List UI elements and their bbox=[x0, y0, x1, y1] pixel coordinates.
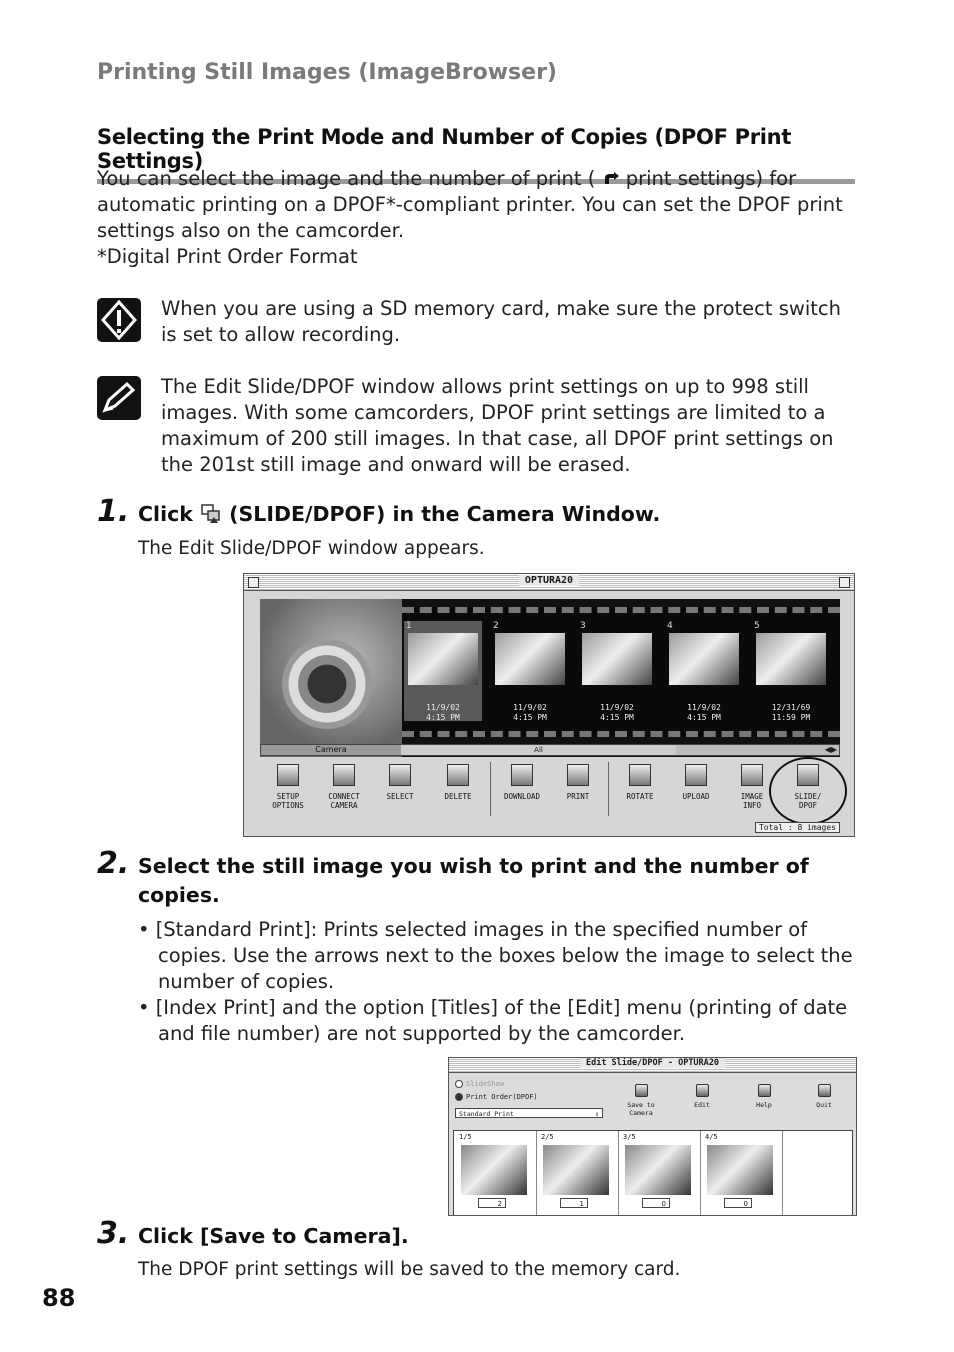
camera-window-title: OPTURA20 bbox=[519, 575, 579, 586]
step3-title: Click [Save to Camera]. bbox=[138, 1224, 409, 1248]
frame-number: 4 bbox=[667, 621, 673, 631]
cell-label: 3/5 bbox=[623, 1133, 636, 1141]
section-title: Printing Still Images (ImageBrowser) bbox=[97, 60, 557, 85]
frame-date: 11/9/02 bbox=[687, 703, 721, 712]
print-icon bbox=[602, 167, 620, 181]
cell-label: 4/5 bbox=[705, 1133, 718, 1141]
edit-icon bbox=[696, 1084, 709, 1097]
rotate-button[interactable] bbox=[612, 760, 668, 801]
highlight-circle bbox=[769, 757, 847, 825]
thumbnail-seal bbox=[756, 633, 826, 685]
film-frame[interactable] bbox=[404, 621, 482, 721]
image-cell[interactable] bbox=[618, 1131, 701, 1216]
frame-number: 5 bbox=[754, 621, 760, 631]
thumbnail-giraffe bbox=[707, 1145, 773, 1195]
save-to-camera-icon bbox=[635, 1084, 648, 1097]
quit-icon bbox=[818, 1084, 831, 1097]
frame-date: 11/9/02 bbox=[600, 703, 634, 712]
scroll-arrows-icon[interactable]: ◀▶ bbox=[824, 745, 837, 754]
toolbar-divider bbox=[490, 762, 491, 816]
camera-graphic bbox=[260, 599, 402, 757]
status-total: Total : 8 images bbox=[755, 822, 840, 833]
tool-label: PRINT bbox=[566, 792, 590, 801]
tool-label: DELETE bbox=[444, 792, 472, 801]
copies-stepper[interactable]: 2 bbox=[478, 1198, 506, 1208]
help-icon bbox=[758, 1084, 771, 1097]
download-icon bbox=[511, 764, 533, 786]
thumbnail-cow bbox=[582, 633, 652, 685]
intro-line3: settings also on the camcorder. bbox=[97, 219, 405, 242]
film-scrollbar[interactable] bbox=[260, 744, 840, 756]
pencil-icon bbox=[97, 376, 141, 420]
intro-line1-after: print settings) for bbox=[619, 167, 797, 190]
image-cell[interactable] bbox=[700, 1131, 783, 1216]
tool-label: DOWNLOAD bbox=[503, 792, 541, 801]
frame-time: 4:15 PM bbox=[687, 713, 721, 722]
camera-lens-icon bbox=[282, 639, 372, 729]
print-mode-value: Standard Print bbox=[459, 1110, 514, 1118]
toolbar-label: Quit bbox=[816, 1101, 832, 1109]
print-mode-select[interactable] bbox=[455, 1108, 603, 1118]
frame-time: 4:15 PM bbox=[513, 713, 547, 722]
select-button[interactable] bbox=[372, 760, 428, 801]
print-icon bbox=[567, 764, 589, 786]
camera-window-screenshot bbox=[243, 573, 855, 837]
subsection-title: Selecting the Print Mode and Number of Copies (DPOF Print Settings) bbox=[97, 125, 855, 184]
caution-note: When you are using a SD memory card, make sure the protect switch is set to allow recording. bbox=[161, 297, 841, 346]
tool-label: UPLOAD bbox=[682, 792, 710, 801]
tool-label: CONNECT CAMERA bbox=[328, 792, 360, 810]
toolbar-label: Help bbox=[756, 1101, 772, 1109]
frame-number: 3 bbox=[580, 621, 586, 631]
select-icon bbox=[389, 764, 411, 786]
step2-bullet-2: • [Index Print] and the option [Titles] of the [Edit] menu (printing of date and file number) are not supported by the camcorder. bbox=[138, 996, 848, 1045]
step1-sub: The Edit Slide/DPOF window appears. bbox=[138, 538, 485, 559]
toolbar-divider bbox=[608, 762, 609, 816]
step3-sub: The DPOF print settings will be saved to the memory card. bbox=[138, 1259, 681, 1280]
frame-date: 11/9/02 bbox=[426, 703, 460, 712]
print-order-label: Print Order(DPOF) bbox=[466, 1093, 538, 1101]
thumbnail-giraffe bbox=[669, 633, 739, 685]
select-arrows-icon: ⇕ bbox=[595, 1110, 599, 1118]
help-button[interactable] bbox=[739, 1084, 789, 1109]
step1-title-before: Click bbox=[138, 502, 201, 526]
intro-paragraph bbox=[97, 166, 867, 270]
toolbar-label: Edit bbox=[694, 1101, 710, 1109]
zoom-box-icon[interactable] bbox=[839, 577, 850, 588]
cell-label: 1/5 bbox=[459, 1133, 472, 1141]
image-cell[interactable] bbox=[536, 1131, 619, 1216]
copies-stepper[interactable]: 0 bbox=[642, 1198, 670, 1208]
save-to-camera-button[interactable] bbox=[616, 1084, 666, 1117]
slide-dpof-icon bbox=[200, 503, 222, 525]
image-grid bbox=[453, 1130, 853, 1216]
setup-options-button[interactable] bbox=[260, 760, 316, 810]
slideshow-label: SlideShow bbox=[466, 1080, 504, 1088]
step2-bullet-1: • [Standard Print]: Prints selected images in the specified number of copies. Use the arrows next to the boxes below the image to select the number of copies. bbox=[138, 918, 853, 993]
intro-line1-before: You can select the image and the number of print ( bbox=[97, 167, 602, 190]
close-box-icon[interactable] bbox=[248, 577, 259, 588]
toolbar-label: Save to Camera bbox=[627, 1101, 655, 1117]
edit-button[interactable] bbox=[677, 1084, 727, 1109]
film-frame[interactable] bbox=[665, 621, 743, 721]
upload-button[interactable] bbox=[668, 760, 724, 801]
film-frame[interactable] bbox=[491, 621, 569, 721]
frame-time: 4:15 PM bbox=[600, 713, 634, 722]
step3-number: 3. bbox=[97, 1216, 130, 1251]
frame-number: 2 bbox=[493, 621, 499, 631]
frame-time: 4:15 PM bbox=[426, 713, 460, 722]
image-cell[interactable] bbox=[454, 1131, 537, 1216]
film-frame[interactable] bbox=[578, 621, 656, 721]
frame-date: 12/31/69 bbox=[771, 703, 811, 712]
delete-icon bbox=[447, 764, 469, 786]
camera-label: Camera bbox=[261, 745, 401, 755]
step1-number: 1. bbox=[97, 494, 130, 529]
thumbnail-parrot bbox=[461, 1145, 527, 1195]
print-order-radio[interactable] bbox=[455, 1093, 538, 1101]
copies-stepper[interactable]: 0 bbox=[724, 1198, 752, 1208]
step1-title bbox=[138, 500, 838, 529]
exclamation-icon bbox=[97, 298, 141, 342]
slideshow-radio[interactable] bbox=[455, 1080, 504, 1088]
download-button[interactable] bbox=[494, 760, 550, 801]
scroll-label: All bbox=[401, 745, 676, 755]
image-info-icon bbox=[741, 764, 763, 786]
connect-icon bbox=[333, 764, 355, 786]
intro-line2: automatic printing on a DPOF*-compliant printer. You can set the DPOF print bbox=[97, 193, 843, 216]
frame-date: 11/9/02 bbox=[513, 703, 547, 712]
thumbnail-tortoise bbox=[543, 1145, 609, 1195]
quit-button[interactable] bbox=[799, 1084, 849, 1109]
dpof-window-title: Edit Slide/DPOF - OPTURA20 bbox=[580, 1058, 725, 1068]
thumbnail-cow bbox=[625, 1145, 691, 1195]
tool-label: SETUP OPTIONS bbox=[272, 792, 304, 810]
step1-title-after: (SLIDE/DPOF) in the Camera Window. bbox=[222, 502, 661, 526]
tool-label: IMAGE INFO bbox=[740, 792, 764, 810]
dpof-window-screenshot bbox=[448, 1057, 857, 1216]
thumbnail-tortoise bbox=[495, 633, 565, 685]
thumbnail-parrot bbox=[408, 633, 478, 685]
tool-label: SLIDE/ DPOF bbox=[794, 792, 822, 810]
page-number: 88 bbox=[42, 1284, 76, 1312]
setup-icon bbox=[277, 764, 299, 786]
upload-icon bbox=[685, 764, 707, 786]
dpof-window-titlebar bbox=[449, 1058, 856, 1073]
step2-number: 2. bbox=[97, 846, 130, 881]
copies-stepper[interactable]: 1 bbox=[560, 1198, 588, 1208]
camera-stage bbox=[260, 599, 840, 757]
tool-label: SELECT bbox=[386, 792, 414, 801]
print-button[interactable] bbox=[550, 760, 606, 801]
film-frame[interactable] bbox=[752, 621, 830, 721]
memo-note: The Edit Slide/DPOF window allows print settings on up to 998 still images. With some camcorders, DPOF print settings are limited to a maximum of 200 still images. In that case, all DPOF print settings on the 201st still image and onward will be erased. bbox=[161, 375, 834, 476]
frame-number: 1 bbox=[406, 621, 412, 631]
step2-title: Select the still image you wish to print and the number of copies. bbox=[138, 854, 809, 907]
tool-label: ROTATE bbox=[626, 792, 654, 801]
film-strip bbox=[402, 607, 840, 737]
connect-camera-button[interactable] bbox=[316, 760, 372, 810]
camera-toolbar bbox=[260, 760, 840, 820]
cell-label: 2/5 bbox=[541, 1133, 554, 1141]
delete-button[interactable] bbox=[430, 760, 486, 801]
frame-time: 11:59 PM bbox=[771, 713, 811, 722]
intro-footnote: *Digital Print Order Format bbox=[97, 245, 358, 268]
camera-window-titlebar bbox=[244, 574, 854, 591]
rotate-icon bbox=[629, 764, 651, 786]
